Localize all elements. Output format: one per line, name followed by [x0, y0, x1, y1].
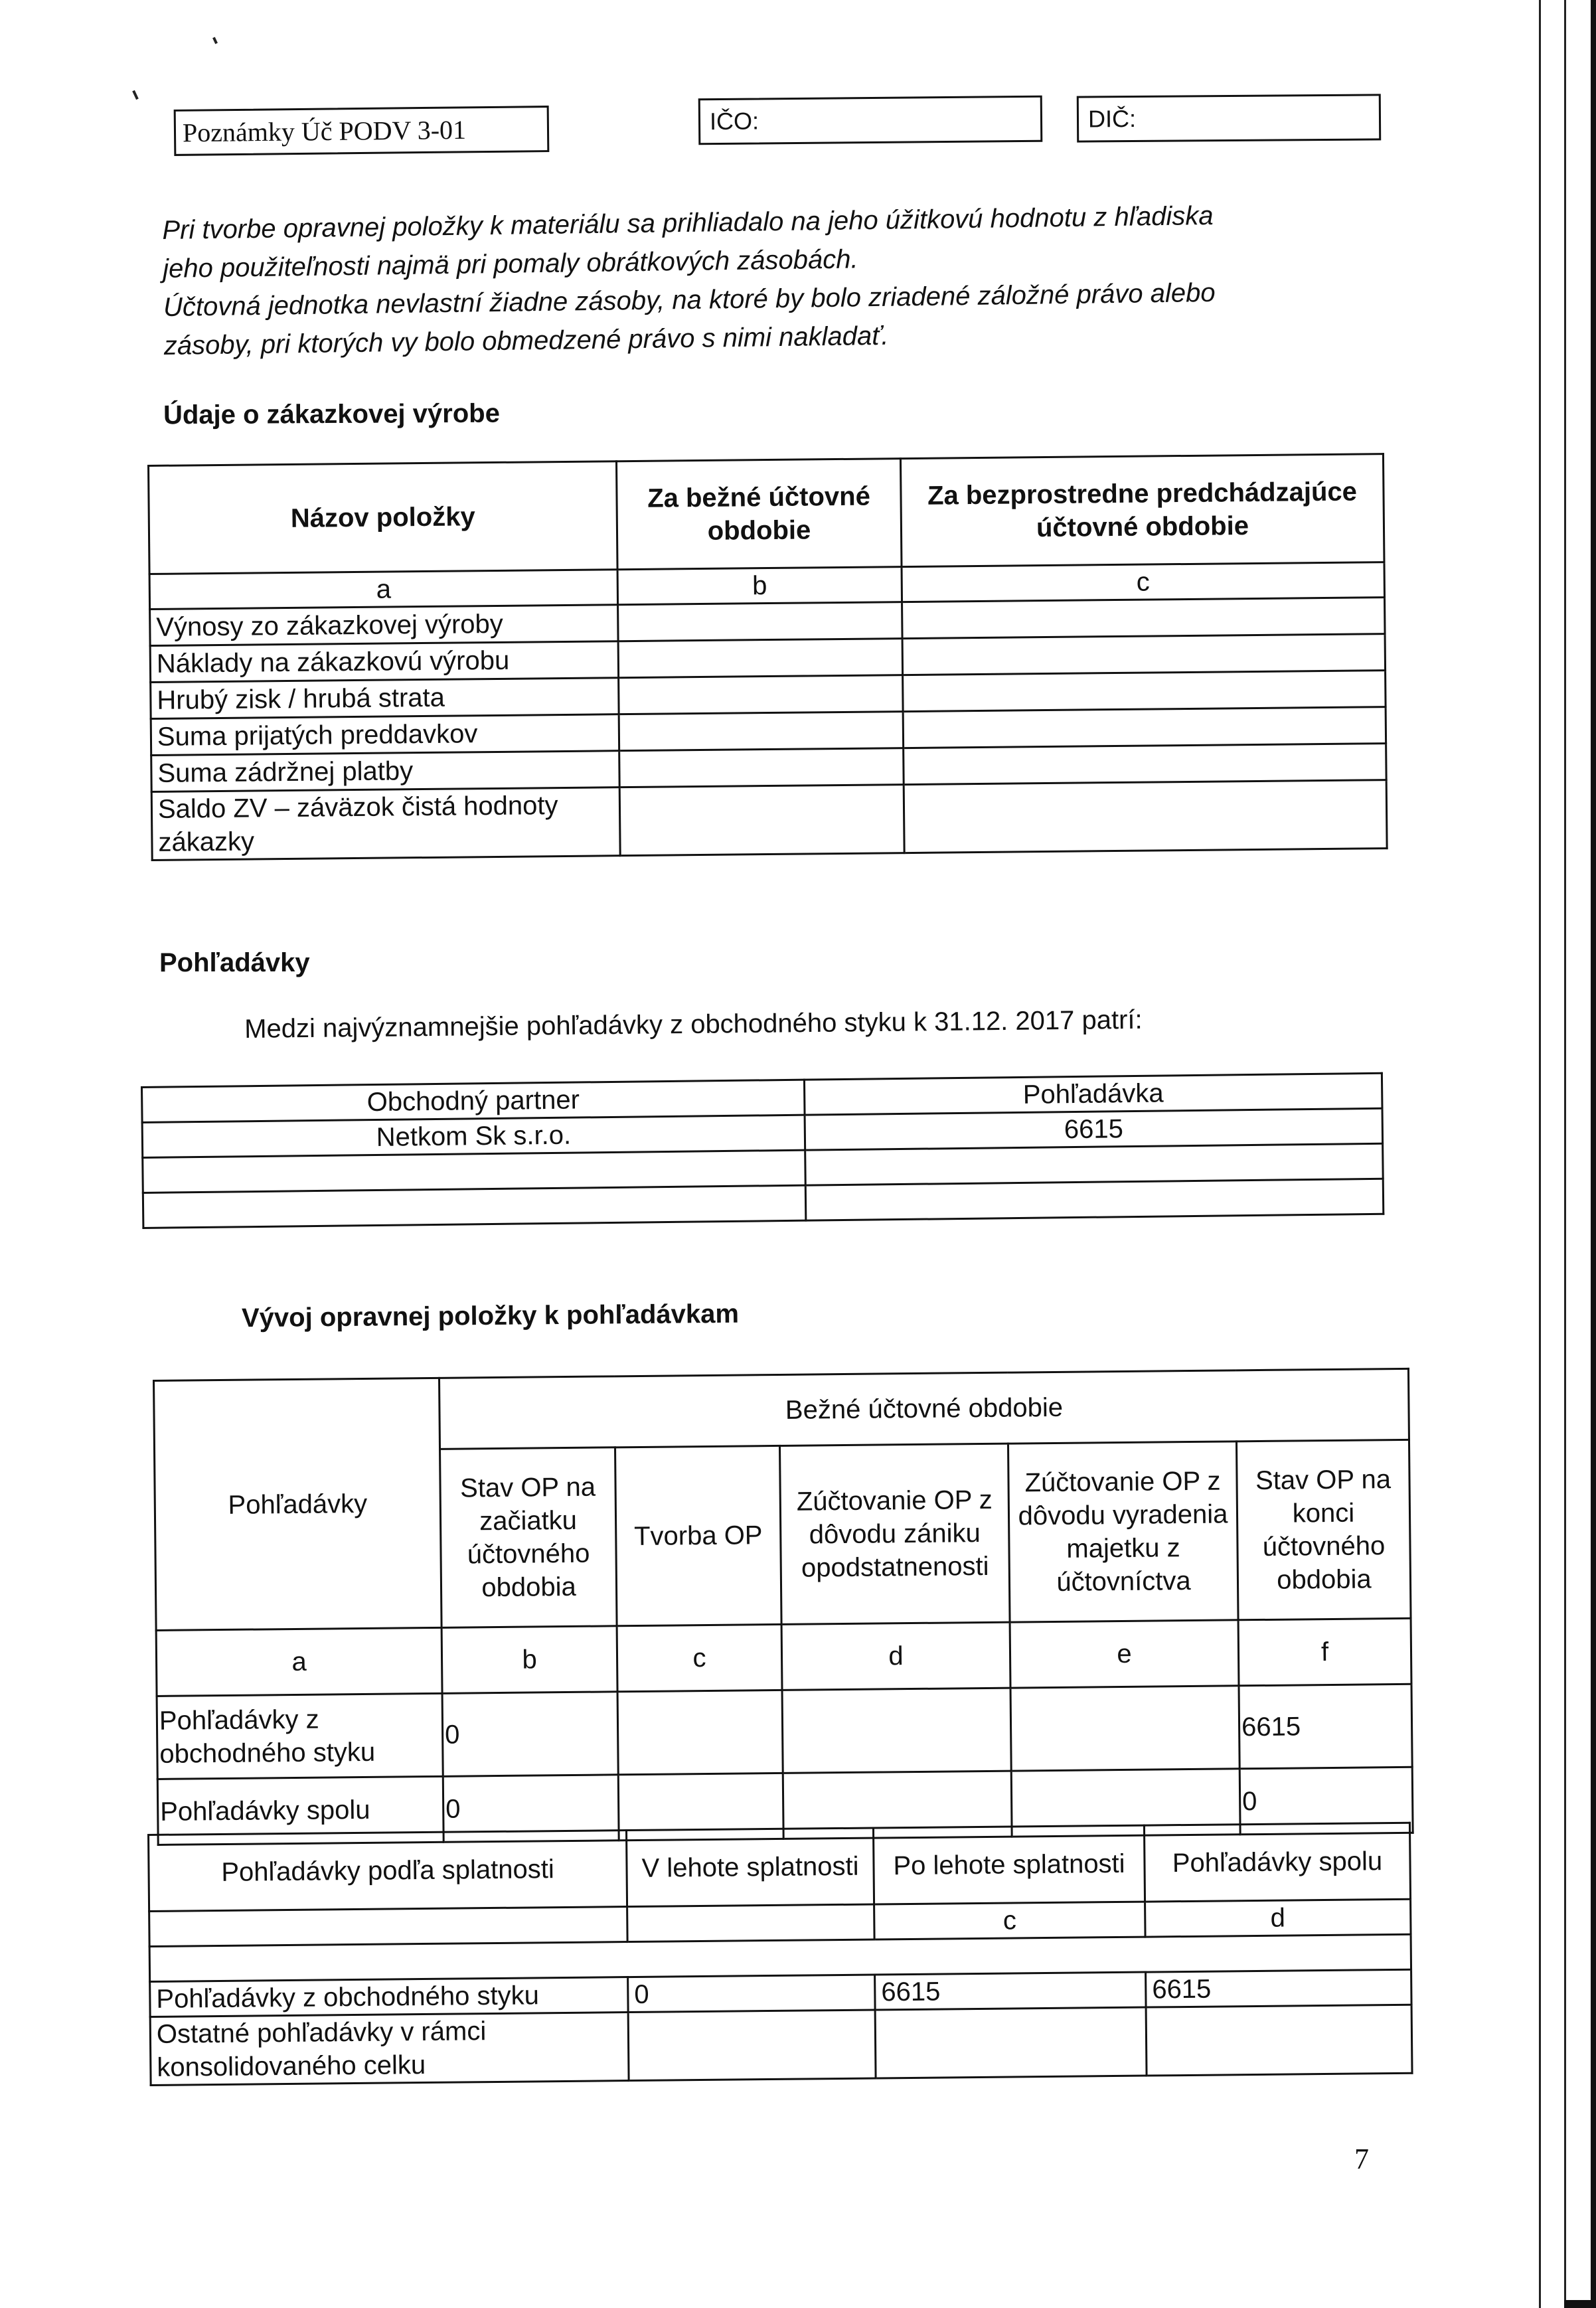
column-header: Za bezprostredne predchádzajúce účtovné obdobie	[900, 454, 1384, 567]
column-header: Po lehote splatnosti	[873, 1825, 1145, 1904]
cell-f: 0	[1239, 1767, 1413, 1834]
cell-b: 0	[442, 1692, 618, 1777]
page-edge-shadow	[1591, 0, 1596, 2308]
row-label: Výnosy zo zákazkovej výroby	[150, 605, 618, 646]
ico-field[interactable]	[698, 96, 1043, 145]
dic-field[interactable]	[1077, 94, 1381, 142]
cell-overdue: 6615	[875, 1972, 1146, 2010]
cell-current	[618, 639, 903, 678]
paragraph-line: zásoby, pri ktorých vy bolo obmedzené právo s nimi nakladať.	[163, 321, 889, 361]
row-label: Hrubý zisk / hrubá strata	[151, 678, 619, 719]
column-letter-row	[156, 1618, 1411, 1696]
paragraph-line: jeho použiteľnosti najmä pri pomaly obrátkových zásobách.	[162, 244, 858, 284]
receivable-amount: 6615	[805, 1108, 1383, 1150]
table-row	[157, 1684, 1412, 1779]
cell-previous	[904, 744, 1386, 785]
table-row	[150, 2005, 1412, 2085]
row-label: Náklady na zákazkovú výrobu	[150, 641, 618, 683]
cell-current	[619, 748, 904, 787]
column-header: V lehote splatnosti	[626, 1828, 874, 1907]
column-letter: a	[156, 1627, 442, 1696]
row-label: Suma prijatých preddavkov	[151, 714, 619, 756]
column-letter: e	[1010, 1620, 1239, 1688]
receivable-amount	[805, 1143, 1384, 1185]
receivables-partner-table	[141, 1072, 1384, 1229]
cell-previous	[902, 598, 1385, 639]
column-header: Pohľadávky podľa splatnosti	[149, 1831, 627, 1912]
paragraph-line: Účtovná jednotka nevlastní žiadne zásoby, na ktoré by bolo zriadené záložné právo alebo	[163, 278, 1216, 322]
ico-label: IČO:	[709, 107, 759, 135]
column-letter: c	[617, 1624, 782, 1691]
partner-name: Netkom Sk s.r.o.	[142, 1115, 805, 1157]
column-header: Stav OP na začiatku účtovného obdobia	[440, 1447, 617, 1628]
table-header-row	[149, 454, 1384, 574]
cell-current	[619, 785, 904, 856]
column-header: Obchodný partner	[142, 1080, 805, 1122]
column-letter: a	[149, 570, 617, 610]
column-header: Zúčtovanie OP z dôvodu zániku opodstatnenosti	[779, 1443, 1010, 1624]
paragraph-line: Pri tvorbe opravnej položky k materiálu sa prihliadalo na jeho úžitkovú hodnotu z hľadiska	[162, 201, 1214, 245]
cell-total	[1146, 2005, 1412, 2076]
row-label: Pohľadávky z obchodného styku	[150, 1977, 628, 2017]
page-edge-line	[1564, 0, 1566, 2308]
column-letter: c	[874, 1902, 1145, 1939]
cell-previous	[903, 707, 1386, 748]
form-code-box	[174, 106, 550, 156]
column-letter	[627, 1904, 874, 1942]
column-letter: d	[1145, 1899, 1411, 1937]
receivable-amount	[805, 1179, 1384, 1220]
cell-d	[782, 1688, 1011, 1773]
scan-mark	[212, 37, 218, 44]
row-label: Saldo ZV – záväzok čistá hodnoty zákazky	[151, 787, 620, 861]
column-header: Pohľadávka	[804, 1073, 1382, 1115]
inventory-notes-paragraph	[162, 194, 1412, 365]
cell-current	[619, 712, 904, 751]
row-label: Pohľadávky z obchodného styku	[157, 1693, 443, 1779]
section-heading-contract-production: Údaje o zákazkovej výrobe	[163, 398, 501, 430]
cell-f: 6615	[1239, 1684, 1412, 1768]
row-label: Suma zádržnej platby	[151, 751, 619, 792]
cell-previous	[902, 634, 1385, 675]
cell-previous	[903, 671, 1386, 712]
cell-c	[617, 1690, 783, 1774]
column-header: Názov položky	[149, 461, 618, 574]
row-label: Ostatné pohľadávky v rámci konsolidovaného celku	[150, 2013, 629, 2086]
cell-within	[628, 2010, 876, 2081]
column-header: Tvorba OP	[615, 1445, 782, 1625]
cell-total: 6615	[1146, 1969, 1411, 2007]
cell-overdue	[875, 2007, 1147, 2078]
section-heading-receivables: Pohľadávky	[159, 948, 310, 977]
cell-e	[1010, 1686, 1239, 1771]
receivables-intro: Medzi najvýznamnejšie pohľadávky z obchodného styku k 31.12. 2017 patrí:	[244, 1005, 1143, 1044]
section-heading-allowance: Vývoj opravnej položky k pohľadávkam	[241, 1299, 740, 1333]
scan-mark	[132, 90, 139, 100]
column-header: Zúčtovanie OP z dôvodu vyradenia majetku z účtovníctva	[1008, 1442, 1238, 1622]
table-header-row	[154, 1368, 1409, 1451]
row-header: Pohľadávky	[154, 1378, 442, 1630]
partner-name	[143, 1185, 806, 1228]
column-header: Za bežné účtovné obdobie	[616, 459, 902, 570]
column-letter: b	[441, 1626, 617, 1694]
column-letter: c	[902, 562, 1384, 602]
dic-label: DIČ:	[1087, 104, 1137, 133]
cell-previous	[904, 780, 1387, 853]
table-row	[151, 780, 1387, 861]
column-header: Pohľadávky spolu	[1144, 1823, 1410, 1902]
maturity-table	[147, 1822, 1413, 2086]
column-letter	[149, 1907, 627, 1947]
page-number: 7	[1354, 2143, 1369, 2175]
row-label: Pohľadávky spolu	[157, 1776, 443, 1845]
cell-within: 0	[628, 1975, 875, 2013]
form-code: Poznámky Úč PODV 3-01	[182, 114, 467, 148]
table-header-row	[149, 1823, 1411, 1911]
cell-b: 0	[443, 1775, 619, 1843]
column-header: Stav OP na konci účtovného obdobia	[1236, 1440, 1411, 1619]
column-letter: d	[781, 1622, 1010, 1690]
cell-current	[618, 602, 903, 641]
cell-current	[619, 675, 904, 714]
page-edge-shadow	[1564, 2300, 1596, 2308]
contract-production-table	[147, 453, 1388, 861]
column-letter: f	[1238, 1618, 1411, 1685]
group-header: Bežné účtovné obdobie	[439, 1368, 1409, 1449]
page-edge-line	[1539, 0, 1541, 2308]
column-letter: b	[617, 567, 902, 605]
allowance-table	[153, 1368, 1414, 1846]
